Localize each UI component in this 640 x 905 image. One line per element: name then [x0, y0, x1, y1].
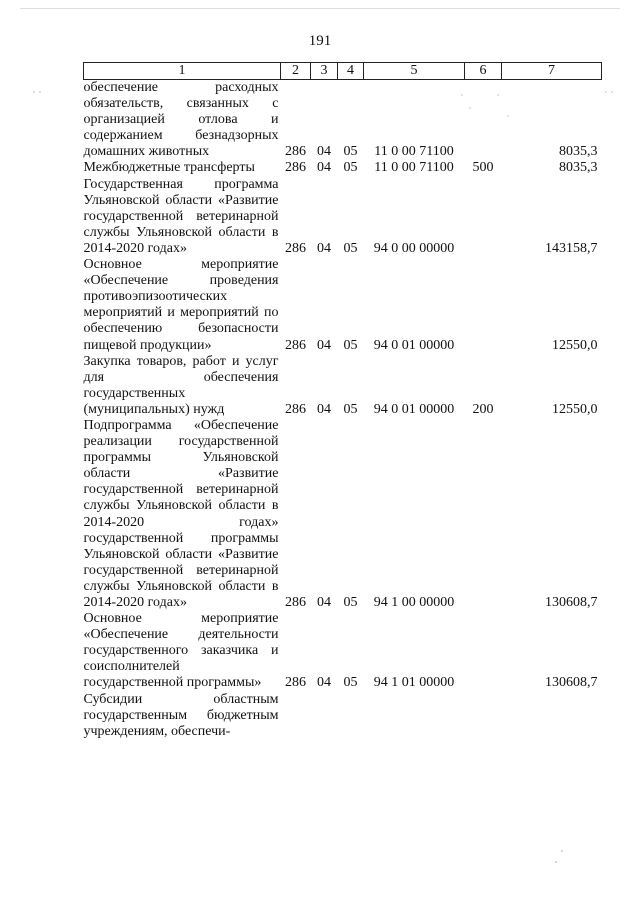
cell-subsection: 05 — [343, 595, 358, 610]
cell-amount: 12550,0 — [552, 401, 598, 417]
cell-expense-type: 500 — [472, 160, 494, 176]
cell-code: 286 — [285, 337, 306, 353]
cell-section: 04 — [317, 401, 331, 417]
cell-subsection: 05 — [343, 337, 358, 353]
row-name: Межбюджетные трансферты — [83, 160, 255, 176]
cell-target-article: 94 0 00 00000 — [373, 240, 455, 256]
column-header: 7 — [502, 63, 602, 80]
column-header: 2 — [281, 63, 311, 80]
column-header: 6 — [465, 63, 502, 80]
cell-target-article: 94 1 01 00000 — [373, 675, 455, 691]
cell-target-article: 94 1 00 00000 — [373, 595, 455, 610]
cell-amount: 143158,7 — [545, 240, 598, 256]
cell-amount: 130608,7 — [545, 675, 598, 691]
cell-target-article: 94 0 01 00000 — [373, 337, 455, 353]
row-name: Подпрограмма «Обеспечение реализации государственной программы Ульяновской области «Развитие государственной ветеринарной службы Ульяновской области в 2014-2020 годах» государственной программы Ульяновской области «Развитие государственной ветеринарной службы Ульяновской области в 2014-2020 годах» — [83, 417, 279, 610]
cell-amount: 12550,0 — [552, 337, 598, 353]
cell-amount: 130608,7 — [545, 595, 598, 610]
column-header: 4 — [338, 63, 364, 80]
cell-section: 04 — [317, 144, 331, 160]
cell-amount: 8035,3 — [559, 144, 598, 160]
cell-subsection: 05 — [343, 160, 358, 176]
row-name: Государственная программа Ульяновской области «Развитие государственной ветеринарной службы Ульяновской области в 2014-2020 годах» — [83, 176, 279, 256]
page-number: 191 — [308, 33, 332, 49]
cell-code: 286 — [285, 144, 306, 160]
cell-section: 04 — [317, 160, 331, 176]
cell-amount: 8035,3 — [559, 160, 598, 176]
cell-code: 286 — [285, 240, 306, 256]
cell-code: 286 — [285, 595, 306, 610]
cell-subsection: 05 — [343, 675, 358, 691]
cell-subsection: 05 — [343, 144, 358, 160]
cell-section: 04 — [317, 337, 331, 353]
column-header: 3 — [311, 63, 338, 80]
cell-code: 286 — [285, 160, 306, 176]
row-name: Субсидии областным государственным бюджетным учреждениям, обеспечи- — [83, 691, 279, 739]
cell-target-article: 11 0 00 71100 — [374, 144, 454, 160]
cell-target-article: 94 0 01 00000 — [373, 401, 455, 417]
cell-subsection: 05 — [343, 401, 358, 417]
cell-subsection: 05 — [343, 240, 358, 256]
row-name: Основное мероприятие «Обеспечение деятельности государственного заказчика и соисполнителей государственной программы» — [83, 611, 279, 691]
column-header: 1 — [84, 63, 281, 80]
cell-target-article: 11 0 00 71100 — [374, 160, 454, 176]
cell-section: 04 — [317, 675, 331, 691]
cell-section: 04 — [317, 240, 331, 256]
column-header: 5 — [364, 63, 465, 80]
cell-code: 286 — [285, 401, 306, 417]
cell-expense-type: 200 — [472, 401, 494, 417]
cell-section: 04 — [317, 595, 331, 610]
row-name: Закупка товаров, работ и услуг для обеспечения государственных (муниципальных) нужд — [83, 353, 279, 417]
row-name: Основное мероприятие «Обеспечение проведения противоэпизоотических мероприятий и мероприятий по обеспечению безопасности пищевой продукции» — [83, 257, 279, 353]
row-name: обеспечение расходных обязательств, связанных с организацией отлова и содержанием безнадзорных домашних животных — [83, 80, 279, 160]
cell-code: 286 — [285, 675, 306, 691]
